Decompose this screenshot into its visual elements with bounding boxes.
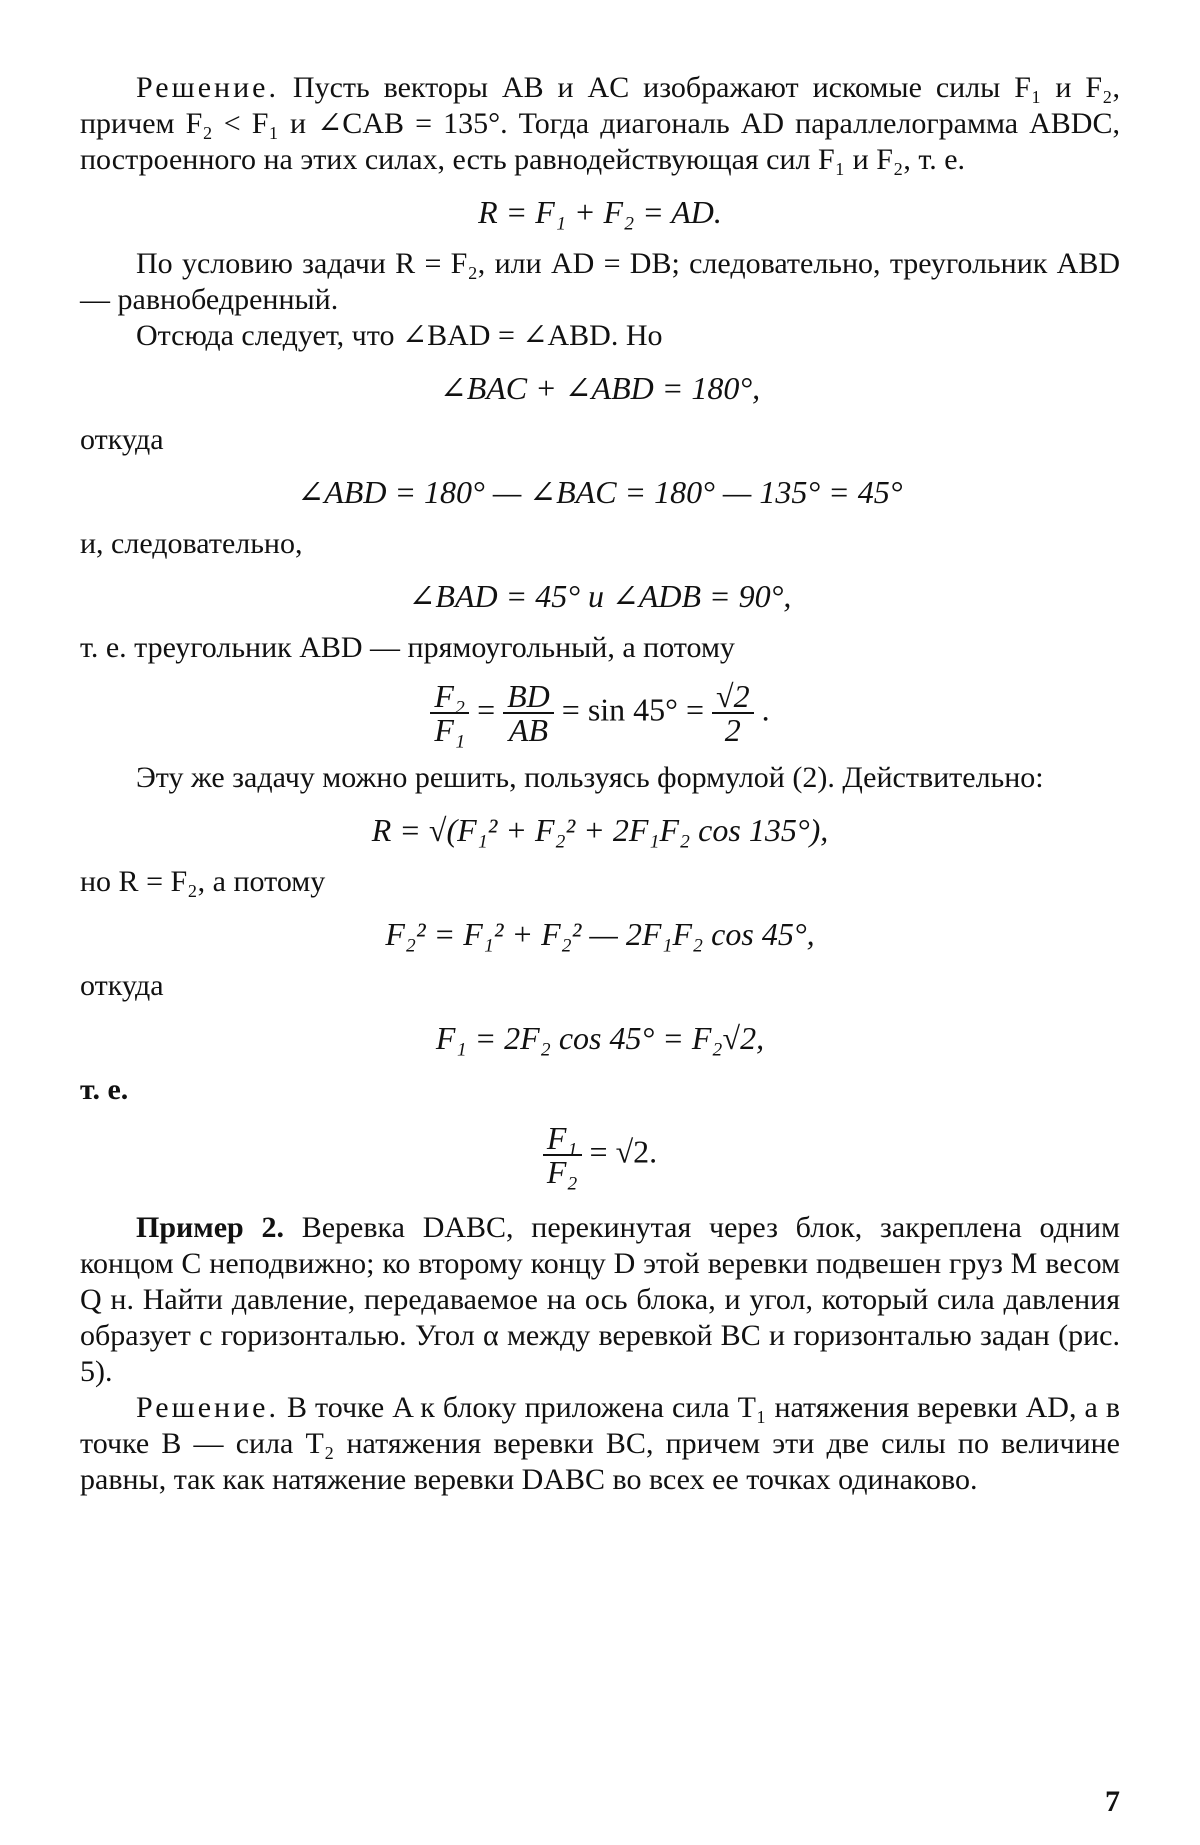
fraction-f1-f2: $\frac{\text{F₁}}{\text{F₂}}$ — [543, 1122, 582, 1188]
solution-text: Пусть векторы AB и AC изображают искомые силы F₁ и F₂, причем F₂ < F₁ и ∠CAB = 135°. Тогда диагональ AD параллелограмма ABDC, построенного на этих силах, есть равнодействующая сил F₁ и F₂, т. е. — [80, 71, 1120, 176]
equation-f1: F₁ = 2F₂ cos 45° = F₂√2, — [435, 1020, 765, 1056]
fraction-bd-ab: $\frac{BD}{AB}$ — [503, 680, 554, 746]
fraction-f2-f1: $\frac{\text{F₂}}{\text{F₁}}$ — [430, 680, 469, 746]
word-otkuda-1: откуда — [80, 423, 164, 456]
paragraph-solution-1 — [80, 70, 1120, 178]
equation-f2-squared: F₂² = F₁² + F₂² — 2F₁F₂ cos 45°, — [385, 916, 815, 952]
paragraph-consequence: Отсюда следует, что ∠BAD = ∠ABD. Но — [136, 319, 663, 352]
paragraph-example-2 — [80, 1210, 1120, 1390]
fraction-sqrt2-2: $\frac{√2}{2}$ — [712, 680, 754, 746]
example-lead: Пример 2. — [136, 1211, 284, 1244]
page-number: 7 — [1105, 1785, 1120, 1818]
solution-2-text: В точке A к блоку приложена сила T₁ натяжения веревки AD, а в точке B — сила T₂ натяжения веревки BC, причем эти две силы по величине равны, так как натяжение веревки DABC во всех ее точках одинаково. — [80, 1391, 1120, 1496]
equation-angle-sum: ∠BAC + ∠ABD = 180°, — [439, 370, 761, 406]
word-t-e: т. е. — [80, 1073, 129, 1106]
equation-final-ratio: $\frac{\text{F₁}}{\text{F₂}}$ = √2. — [80, 1122, 1120, 1188]
equation-angle-abd: ∠ABD = 180° — ∠BAC = 180° — 135° = 45° — [297, 474, 903, 510]
solution-lead: Решение. — [136, 71, 279, 104]
paragraph-condition: По условию задачи R = F₂, или AD = DB; следовательно, треугольник ABD — равнобедренный. — [80, 247, 1120, 316]
solution-2-lead: Решение. — [136, 1391, 279, 1424]
word-otkuda-2: откуда — [80, 969, 164, 1002]
example-text: Веревка DABC, перекинутая через блок, закреплена одним концом C неподвижно; ко второму концу D этой веревки подвешен груз M весом Q н. Найти давление, передаваемое на ось блока, и угол, который сила давления образует с горизонталью. Угол α между веревкой BC и горизонталью задан (рис. 5). — [80, 1211, 1120, 1388]
equation-r-formula: R = √(F₁² + F₂² + 2F₁F₂ cos 135°), — [371, 812, 829, 848]
paragraph-formula-2: Эту же задачу можно решить, пользуясь формулой (2). Действительно: — [136, 761, 1044, 794]
paragraph-solution-2 — [80, 1390, 1120, 1498]
paragraph-r-equals-f2: но R = F₂, а потому — [80, 865, 326, 898]
equation-angles-bad-adb: ∠BAD = 45° и ∠ADB = 90°, — [408, 578, 792, 614]
equation-resultant: R = F₁ + F₂ = AD. — [478, 194, 722, 230]
word-sledovatelno: и, следовательно, — [80, 527, 303, 560]
page-body — [80, 70, 1120, 1498]
equation-ratio-sin: $\frac{\text{F₂}}{\text{F₁}}$ = $\frac{BD}{AB}$ = sin 45° = $\frac{√2}{2}$ . — [80, 680, 1120, 746]
paragraph-right-triangle: т. е. треугольник ABD — прямоугольный, а потому — [80, 631, 735, 664]
